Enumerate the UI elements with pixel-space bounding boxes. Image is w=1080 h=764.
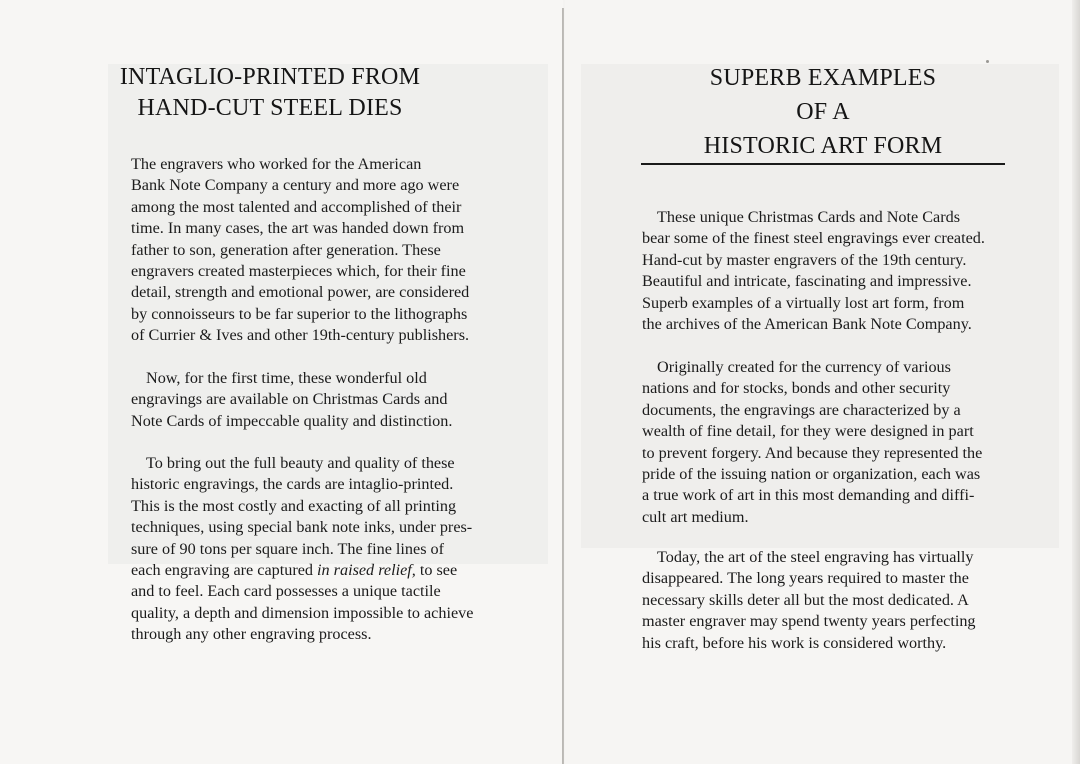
right-paragraph-2 xyxy=(642,357,1005,528)
text-line: master engraver may spend twenty years perfecting xyxy=(642,612,976,631)
text-line: a true work of art in this most demanding and diffi- xyxy=(642,486,975,505)
right-paragraph-3 xyxy=(642,547,1005,654)
left-paragraph-1 xyxy=(131,154,493,347)
right-heading-line-2: OF A xyxy=(796,99,850,125)
text-line: wealth of fine detail, for they were designed in part xyxy=(642,422,974,441)
text-line: Bank Note Company a century and more ago were xyxy=(131,176,460,195)
right-paragraph-1 xyxy=(642,207,1005,335)
text-line: sure of 90 tons per square inch. The fine lines of xyxy=(131,539,445,558)
text-line: Hand-cut by master engravers of the 19th century. xyxy=(642,250,967,269)
left-heading-line-1: INTAGLIO-PRINTED FROM xyxy=(119,64,421,90)
text-line: These unique Christmas Cards and Note Cards xyxy=(657,208,961,226)
text-line: Today, the art of the steel engraving has virtually xyxy=(657,548,974,566)
text-line: engravings are available on Christmas Cards and xyxy=(131,390,448,409)
text-line: necessary skills deter all but the most dedicated. A xyxy=(642,590,969,609)
text-line: by connoisseurs to be far superior to the lithographs xyxy=(131,304,468,323)
text-line: Beautiful and intricate, fascinating and impressive. xyxy=(642,272,972,291)
left-heading-line-2: HAND-CUT STEEL DIES xyxy=(137,95,403,121)
text-line: among the most talented and accomplished of their xyxy=(131,197,462,216)
text-line: pride of the issuing nation or organization, each was xyxy=(642,465,981,484)
text-line: techniques, using special bank note inks, under pres- xyxy=(131,518,473,537)
text-line: detail, strength and emotional power, are considered xyxy=(131,283,470,302)
page-edge-shadow xyxy=(1072,0,1080,764)
text-line: nations and for stocks, bonds and other security xyxy=(642,379,951,398)
text-line: and to feel. Each card possesses a unique tactile xyxy=(131,582,441,601)
text-line: Now, for the first time, these wonderful old xyxy=(146,369,427,387)
text-line: disappeared. The long years required to master the xyxy=(642,569,969,588)
left-heading xyxy=(110,62,430,124)
text-line: cult art medium. xyxy=(642,507,749,526)
text-segment: to see xyxy=(415,561,458,580)
text-line: to prevent forgery. And because they represented the xyxy=(642,443,983,462)
text-line: of Currier & Ives and other 19th-century publishers. xyxy=(131,326,470,345)
text-line: time. In many cases, the art was handed down from xyxy=(131,219,465,238)
left-paragraph-2 xyxy=(131,368,493,432)
text-line-with-emphasis xyxy=(131,560,493,581)
right-page xyxy=(565,0,1080,764)
text-line: To bring out the full beauty and quality of these xyxy=(146,454,455,472)
text-line: the archives of the American Bank Note Company. xyxy=(642,315,972,334)
text-line: documents, the engravings are characterized by a xyxy=(642,400,961,419)
text-line: The engravers who worked for the American xyxy=(131,155,422,173)
text-line: Superb examples of a virtually lost art form, from xyxy=(642,293,965,312)
text-line: quality, a depth and dimension impossible to achieve xyxy=(131,603,474,622)
text-line: father to son, generation after generation. These xyxy=(131,240,441,259)
text-line: bear some of the finest steel engravings ever created. xyxy=(642,229,985,248)
paper-speck xyxy=(986,60,989,63)
center-gutter xyxy=(562,8,564,764)
text-line: historic engravings, the cards are intaglio-printed. xyxy=(131,475,454,494)
text-line: engravers created masterpieces which, for their fine xyxy=(131,262,466,281)
text-line: through any other engraving process. xyxy=(131,625,372,644)
right-heading-line-3: HISTORIC ART FORM xyxy=(703,133,943,159)
left-paragraph-3 xyxy=(131,453,493,646)
right-heading-line-1: SUPERB EXAMPLES xyxy=(709,65,937,91)
right-heading xyxy=(650,61,996,163)
text-line: This is the most costly and exacting of all printing xyxy=(131,496,457,515)
heading-divider-rule xyxy=(641,163,1005,165)
text-line: his craft, before his work is considered worthy. xyxy=(642,633,947,652)
text-segment: each engraving are captured xyxy=(131,561,318,580)
text-line: Note Cards of impeccable quality and distinction. xyxy=(131,411,453,430)
text-line: Originally created for the currency of various xyxy=(657,358,951,376)
emphasis-raised-relief: in raised relief, xyxy=(317,561,416,580)
